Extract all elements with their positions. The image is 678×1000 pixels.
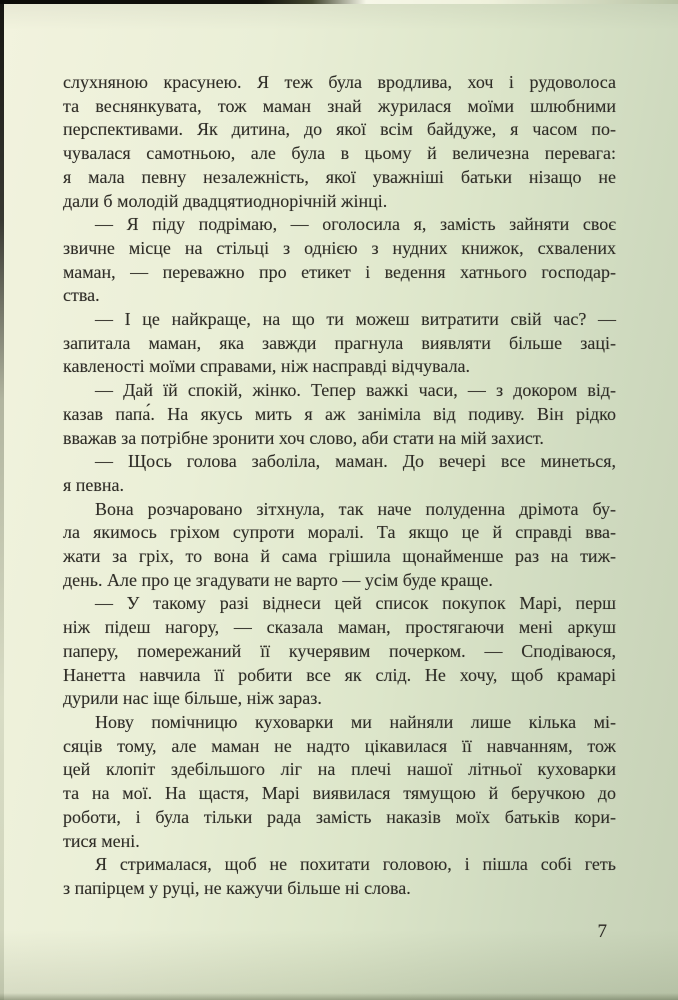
page-number: 7 xyxy=(597,921,607,942)
text-line: слухняною красунею. Я теж була вродлива, хоч і рудоволоса xyxy=(63,72,616,92)
text-line: Я стрималася, щоб не похитати головою, і пішла собі геть xyxy=(95,854,616,875)
text-line: ства. xyxy=(63,285,100,306)
paragraph xyxy=(63,711,616,853)
text-line: кавленості моїми справами, ніж насправді відчувала. xyxy=(63,356,471,377)
text-line: Вона розчаровано зітхнула, так наче полуденна дрімота бу- xyxy=(95,498,616,519)
text-line: — У такому разі віднеси цей список покупок Марі, перш xyxy=(95,593,616,614)
page-edge-left xyxy=(0,0,4,1000)
text-block xyxy=(63,71,616,901)
paragraph xyxy=(63,450,616,497)
text-line: дали б молодій двадцятиоднорічній жінці. xyxy=(63,190,388,211)
text-line: казав папа́. На якусь мить я аж заніміла від подиву. Він рідко xyxy=(63,403,616,424)
text-line: Нанетта навчила її робити все як слід. Не хочу, щоб крамарі xyxy=(63,664,616,685)
text-line: я певна. xyxy=(63,474,125,495)
text-line: — Щось голова заболіла, маман. До вечері все минеться, xyxy=(95,451,616,472)
text-line: — Я піду подрімаю, — оголосила я, замість зайняти своє xyxy=(95,214,616,235)
text-line: — І це найкраще, на що ти можеш витратити свій час? — xyxy=(95,309,616,330)
text-line: запитала маман, яка завжди прагнула виявляти більше заці- xyxy=(63,332,616,353)
paragraph xyxy=(63,379,616,450)
paragraph xyxy=(63,308,616,379)
text-line: чувалася самотньою, але була в цьому й величезна перевага: xyxy=(63,143,616,164)
paragraph xyxy=(63,853,616,900)
text-line: ла якимось гріхом супроти моралі. Та якщо це й справді вва- xyxy=(63,522,616,543)
text-line: з папірцем у руці, не кажучи більше ні слова. xyxy=(63,877,411,898)
paragraph xyxy=(63,498,616,593)
text-line: ніж підеш нагору, — сказала маман, простягаючи мені аркуш xyxy=(63,617,616,638)
text-line: день. Але про це згадувати не варто — усім буде краще. xyxy=(63,569,493,590)
paragraph xyxy=(63,213,616,308)
text-line: жати за гріх, то вона й сама грішила щонайменше раз на тиж- xyxy=(63,546,616,567)
text-line: дурили нас іще більше, ніж зараз. xyxy=(63,688,322,709)
text-line: я мала певну незалежність, якої уважніші батьки нізащо не xyxy=(63,166,616,187)
text-line: роботи, і була тільки рада замість наказів моїх батьків кори- xyxy=(63,806,616,827)
text-line: сяців тому, але маман не надто цікавилася її навчанням, тож xyxy=(63,735,616,756)
text-line: — Дай їй спокій, жінко. Тепер важкі часи, — з докором від- xyxy=(95,380,616,401)
text-line: перспективами. Як дитина, до якої всім байдуже, я часом по- xyxy=(63,119,616,140)
text-line: цей клопіт здебільшого ліг на плечі нашої літньої куховарки xyxy=(63,759,616,780)
text-line: тися мені. xyxy=(63,830,140,851)
text-line: та веснянкувата, тож маман знай журилася моїми шлюбними xyxy=(63,95,616,116)
text-line: маман, — переважно про етикет і ведення хатнього господар- xyxy=(63,261,616,282)
text-line: вважав за потрібне зронити хоч слово, аби стати на мій захист. xyxy=(63,427,544,448)
paragraph xyxy=(63,71,616,213)
text-line: Нову помічницю куховарки ми найняли лише кілька мі- xyxy=(95,711,616,732)
paragraph xyxy=(63,592,616,711)
text-line: та на мої. На щастя, Марі виявилася тямущою й беручкою до xyxy=(63,783,616,804)
text-line: звичне місце на стільці з однією з нудних книжок, схвалених xyxy=(63,237,616,258)
text-line: паперу, помережаний її кучерявим почерком. — Сподіваюся, xyxy=(63,640,616,661)
page-edge-bottom xyxy=(0,993,678,1000)
page-edge-top xyxy=(0,0,678,4)
